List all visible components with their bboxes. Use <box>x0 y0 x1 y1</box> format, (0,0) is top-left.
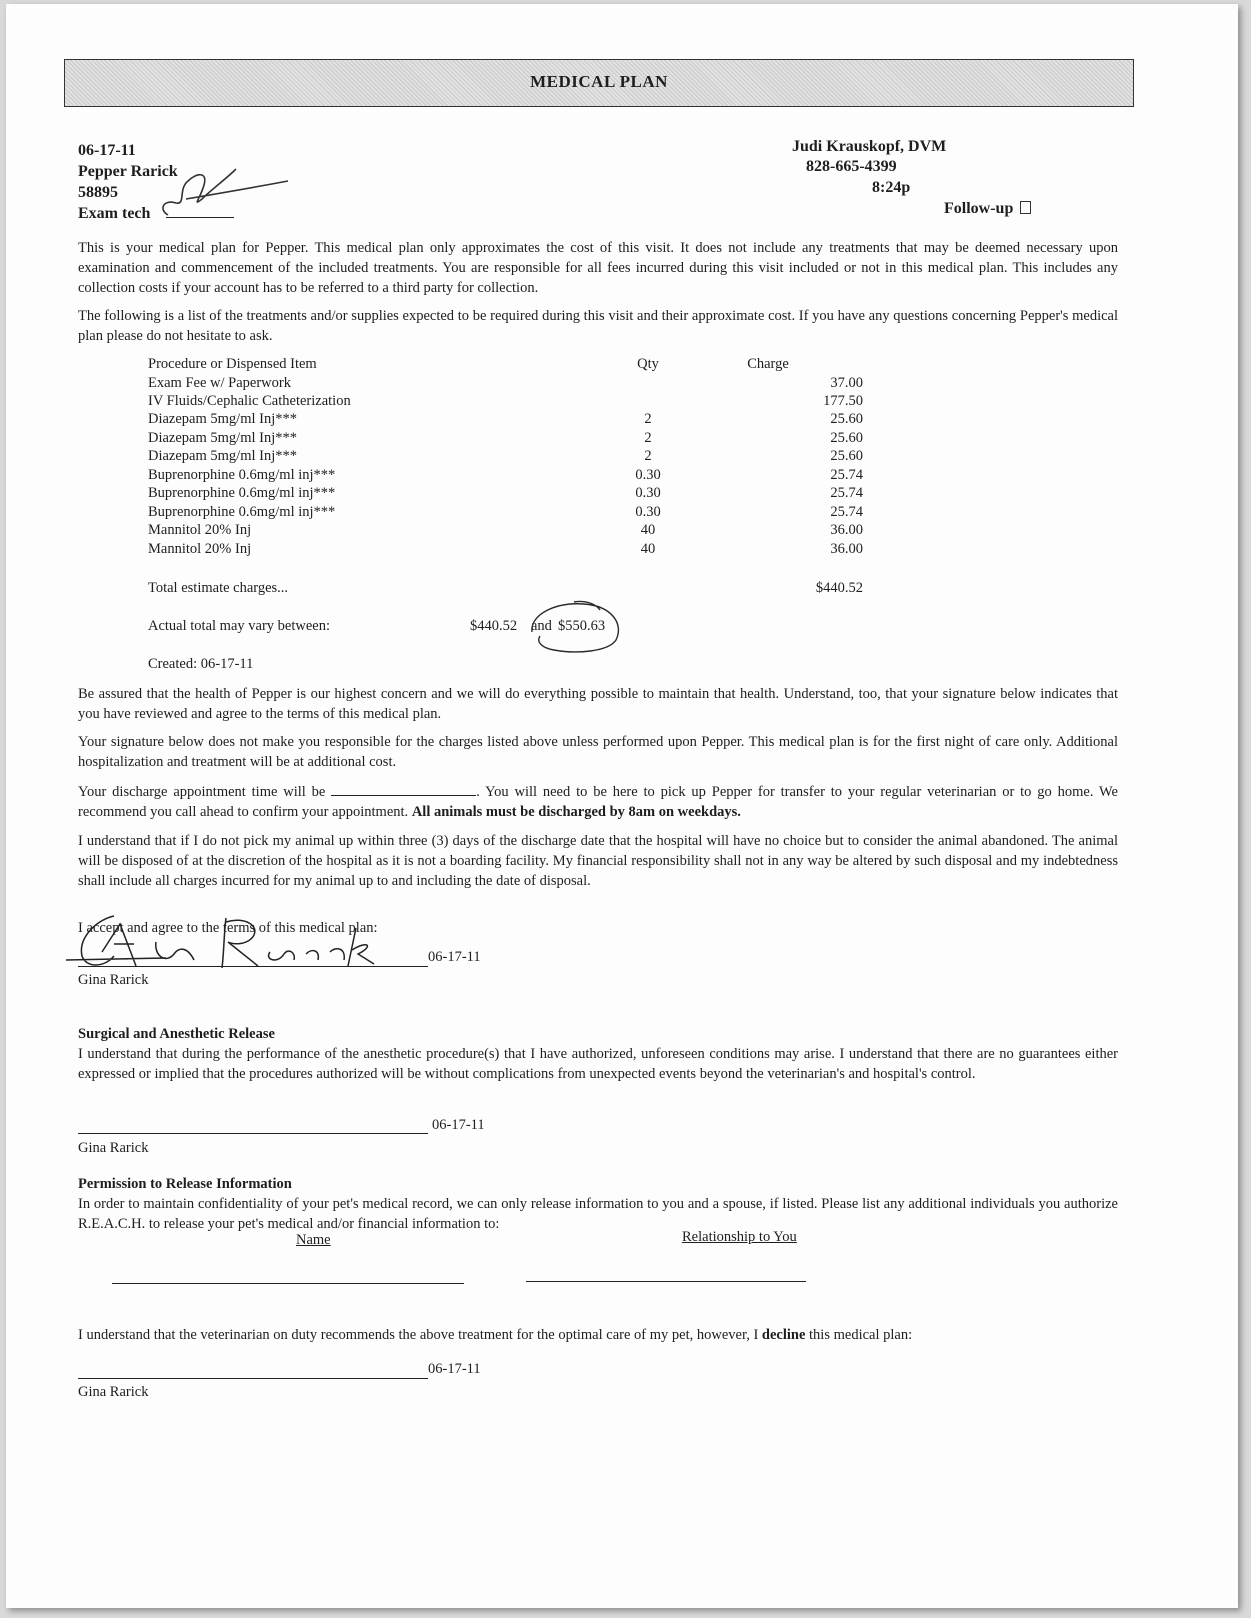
row-qty: 2 <box>644 448 652 464</box>
row-item: Diazepam 5mg/ml Inj*** <box>148 430 297 446</box>
accept-name: Gina Rarick <box>78 972 149 988</box>
accept-label: I accept and agree to the terms of this medical plan: <box>78 920 378 936</box>
row-charge: 36.00 <box>830 541 863 557</box>
table-row <box>78 448 1118 467</box>
surgical-heading: Surgical and Anesthetic Release <box>78 1026 275 1042</box>
created-date: 06-17-11 <box>200 656 254 672</box>
row-charge: 25.60 <box>830 411 863 427</box>
permission-name-col: Name <box>296 1232 331 1248</box>
decline-suffix: this medical plan: <box>809 1327 913 1343</box>
exam-tech-initials-signature <box>156 159 296 221</box>
table-row <box>78 375 1118 394</box>
table-row <box>78 541 1118 560</box>
table-row <box>78 504 1118 523</box>
row-item: Buprenorphine 0.6mg/ml inj*** <box>148 504 336 520</box>
row-item: Diazepam 5mg/ml Inj*** <box>148 411 297 427</box>
row-item: Buprenorphine 0.6mg/ml inj*** <box>148 485 336 501</box>
discharge-bold-note: All animals must be discharged by 8am on weekdays. <box>411 804 741 820</box>
doctor-name: Judi Krauskopf, DVM <box>792 138 947 155</box>
col-header-item: Procedure or Dispensed Item <box>148 356 317 372</box>
row-qty: 2 <box>644 430 652 446</box>
row-qty: 0.30 <box>635 504 661 520</box>
handwritten-circle-annotation <box>526 596 626 658</box>
discharge-time-blank[interactable] <box>331 783 476 796</box>
row-qty: 40 <box>640 522 656 538</box>
permission-heading: Permission to Release Information <box>78 1176 292 1192</box>
intro-paragraph: This is your medical plan for Pepper. This medical plan only approximates the cost of this visit. It does not include any treatments that may be deemed necessary upon examination and commencement of the included treatments. You are responsible for all fees incurred during this visit included or not in this medical plan. This includes any collection costs if your account has to be referred to a third party for collection. <box>78 240 1118 296</box>
surgical-signature-line[interactable] <box>78 1133 428 1134</box>
row-qty: 0.30 <box>635 467 661 483</box>
permission-name-line[interactable] <box>112 1283 464 1284</box>
accept-date: 06-17-11 <box>428 949 481 965</box>
decline-signature-line[interactable] <box>78 1378 428 1379</box>
decline-name: Gina Rarick <box>78 1384 149 1400</box>
followup-checkbox[interactable] <box>1020 201 1031 214</box>
created-label-group <box>148 656 253 673</box>
row-qty: 0.30 <box>635 485 661 501</box>
created-label: Created: <box>148 656 198 672</box>
discharge-suffix: . You will need to be here to pick up Pepper for transfer to your regular veterinarian or to go home. We recommend you call ahead to confirm your appointment. <box>78 784 1118 820</box>
decline-prefix: I understand that the veterinarian on duty recommends the above treatment for the optimal care of my pet, however, I <box>78 1327 759 1343</box>
col-header-charge: Charge <box>747 356 789 372</box>
row-item: Mannitol 20% Inj <box>148 522 252 538</box>
patient-name: Pepper Rarick <box>78 163 178 180</box>
row-qty: 40 <box>640 541 656 557</box>
row-item: IV Fluids/Cephalic Catheterization <box>148 393 351 409</box>
surgical-name: Gina Rarick <box>78 1140 149 1156</box>
discharge-paragraph <box>78 782 1118 822</box>
row-charge: 25.60 <box>830 430 863 446</box>
surgical-text: I understand that during the performance of the anesthetic procedure(s) that I have authorized, unforeseen conditions may arise. I understand that there are no guarantees either expressed or implied that the procedures authorized will be without complications from unexpected events beyond the veterinarian's and hospital's control. <box>78 1046 1118 1082</box>
list-intro-paragraph: The following is a list of the treatments and/or supplies expected to be required during this visit and their approximate cost. If you have any questions concerning Pepper's medical plan please do not hesitate to ask. <box>78 308 1118 344</box>
range-label: Actual total may vary between: <box>148 618 330 634</box>
assurance-paragraph: Be assured that the health of Pepper is our highest concern and we will do everything possible to maintain that health. Understand, too, that your signature below indicates that you have reviewed and agree to the terms of this medical plan. <box>78 686 1118 722</box>
row-charge: 36.00 <box>830 522 863 538</box>
doctor-phone: 828-665-4399 <box>806 158 897 175</box>
total-label: Total estimate charges... <box>148 580 289 596</box>
row-item: Diazepam 5mg/ml Inj*** <box>148 448 297 464</box>
decline-date: 06-17-11 <box>428 1361 481 1377</box>
row-item: Exam Fee w/ Paperwork <box>148 375 291 391</box>
discharge-prefix: Your discharge appointment time will be <box>78 784 326 800</box>
range-high: $550.63 <box>558 618 606 634</box>
table-row <box>78 393 1118 412</box>
total-value: $440.52 <box>815 580 863 596</box>
document-title: MEDICAL PLAN <box>530 72 668 91</box>
row-charge: 25.60 <box>830 448 863 464</box>
table-row <box>78 522 1118 541</box>
account-number: 58895 <box>78 184 118 201</box>
row-charge: 25.74 <box>830 467 863 483</box>
row-item: Buprenorphine 0.6mg/ml inj*** <box>148 467 336 483</box>
col-header-qty: Qty <box>637 356 659 372</box>
range-low: $440.52 <box>470 618 518 634</box>
visit-date: 06-17-11 <box>78 142 136 159</box>
created-row <box>78 656 1118 675</box>
decline-statement <box>78 1327 912 1344</box>
table-row <box>78 411 1118 430</box>
visit-time: 8:24p <box>872 179 911 196</box>
row-charge: 25.74 <box>830 485 863 501</box>
permission-relationship-line[interactable] <box>526 1281 806 1282</box>
table-row <box>78 467 1118 486</box>
exam-tech-label: Exam tech <box>78 205 151 222</box>
followup-option <box>944 198 1031 219</box>
row-charge: 25.74 <box>830 504 863 520</box>
table-header-row <box>78 356 1118 375</box>
abandon-paragraph: I understand that if I do not pick my animal up within three (3) days of the discharge date that the hospital will have no choice but to consider the animal abandoned. The animal will be disposed of at the discretion of the hospital as it is not a boarding facility. My financial responsibility shall not in any way be altered by such disposal and my indebtedness shall include all charges incurred for my animal up to and including the date of disposal. <box>78 833 1118 889</box>
followup-label: Follow-up <box>944 200 1014 217</box>
table-row <box>78 485 1118 504</box>
row-qty: 2 <box>644 411 652 427</box>
decline-bold: decline <box>761 1327 806 1343</box>
permission-text: In order to maintain confidentiality of your pet's medical record, we can only release information to you and a spouse, if listed. Please list any additional individuals you authorize R.E.A.C.H. to release your pet's medical and/or financial information to: <box>78 1196 1118 1232</box>
range-and: and <box>531 618 552 634</box>
table-row <box>78 430 1118 449</box>
signature-paragraph: Your signature below does not make you responsible for the charges listed above unless performed upon Pepper. This medical plan is for the first night of care only. Additional hospitalization and treatment will be at additional cost. <box>78 734 1118 770</box>
row-item: Mannitol 20% Inj <box>148 541 252 557</box>
row-charge: 177.50 <box>823 393 863 409</box>
document-page <box>6 4 1238 1608</box>
permission-relationship-col: Relationship to You <box>682 1229 797 1245</box>
surgical-date: 06-17-11 <box>432 1117 485 1133</box>
title-banner <box>64 59 1134 107</box>
row-charge: 37.00 <box>830 375 863 391</box>
